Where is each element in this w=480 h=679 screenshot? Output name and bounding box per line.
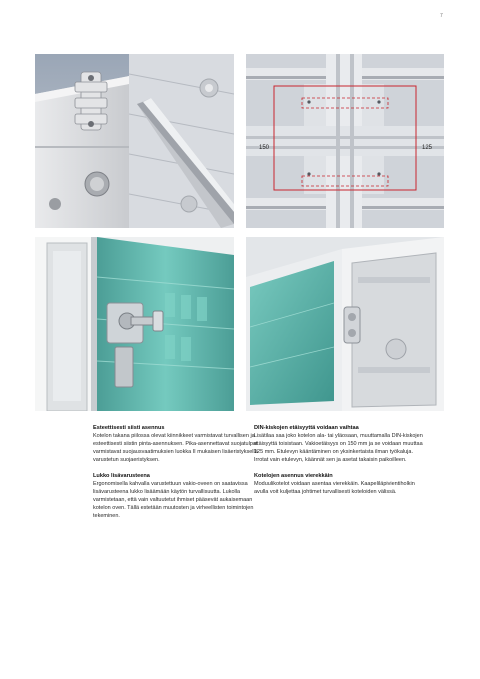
enclosure-lock-photo [35, 237, 234, 411]
din-spacing-body: Lisätilaa saa joko kotelon ala- tai yläosaan, muuttamalla DIN-kiskojen etäisyyttä toisistaan. Vakioetäisyys on 150 mm ja se voidaan muuttaa 125 mm. Etulevyn kääntäminen on yksinkertaista ilman työkaluja. Irrotat vain etulevyn, käännät sen ja asetat takaisin paikoilleen. [254, 433, 423, 463]
safe-mounting-heading: Esteettisesti siisti asennus [93, 425, 165, 431]
side-by-side-heading: Kotelojen asennus vierekkäin [254, 473, 333, 479]
din-rail-photo [129, 54, 234, 228]
lock-accessory-body: Ergonomisella kahvalla varustettuun vakio-oveen on saatavissa lisävarusteena lukko lisäämään käytön turvallisuutta. Lukolla varmistetaan, että vain valtuutetut ihmiset pääsevät aukaisemaan kotelon oven. Tällä estetään muutosten ja virheellisten toimintojen tekeminen. [93, 481, 254, 519]
din-spacing-label-125: 125 [422, 145, 433, 151]
safe-mounting-body: Kotelon takana piilossa olevat kiinnikkeet varmistavat turvallisen ja esteettisesti siistin pinta-asennuksen. Pika-asennettavat suojatulpat varmistavat suojausvaatimuksien luokka II mukaisen lisäeristyksellä varustetun suojaeristyksen. [93, 433, 258, 463]
side-by-side-body: Moduulikotelot voidaan asentaa vierekkäin. Kaapeliläpivientiholkin avulla voit kuljettaa johtimet turvallisesti koteloiden välissä. [254, 481, 415, 495]
side-by-side-enclosures-photo [246, 237, 444, 411]
right-text-column [254, 424, 426, 504]
lock-accessory-heading: Lukko lisävarusteena [93, 473, 150, 479]
left-text-column [93, 424, 265, 528]
din-rail-spacing-photo [246, 54, 444, 228]
mounting-bracket-photo [35, 54, 129, 228]
din-spacing-label-150: 150 [259, 145, 270, 151]
din-spacing-heading: DIN-kiskojen etäisyyttä voidaan vaihtaa [254, 425, 359, 431]
page-number: 7 [440, 13, 443, 19]
